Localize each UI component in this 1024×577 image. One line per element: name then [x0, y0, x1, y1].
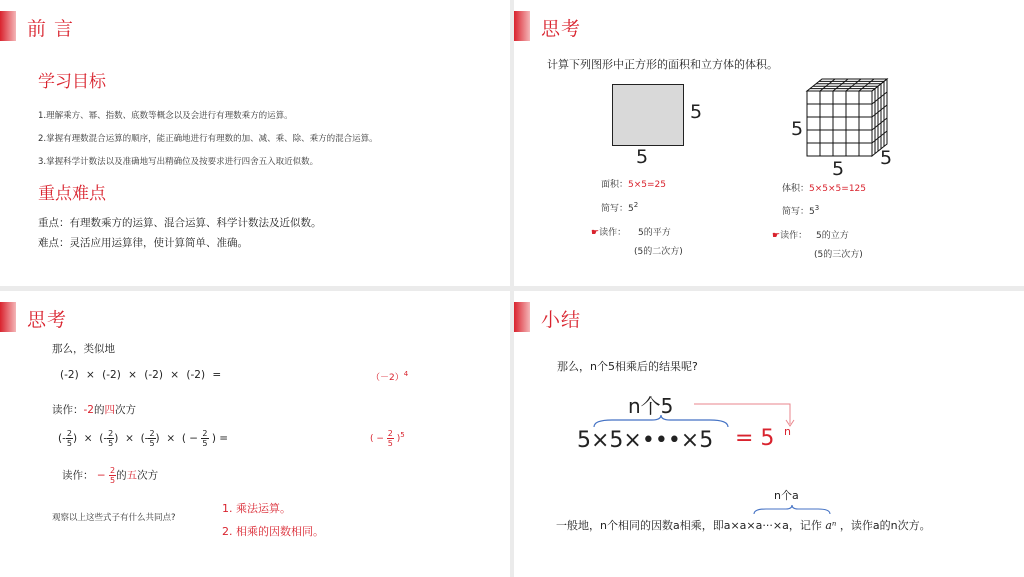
area-line: 面积：5×5=25	[601, 180, 667, 190]
key-heading: 重点难点	[38, 184, 106, 204]
brace-label: n个5	[628, 394, 674, 418]
goal-item-2: 2.掌握有理数混合运算的顺序，能正确地进行有理数的加、减、乘、除、乘方的混合运算。	[38, 134, 378, 144]
intro-text: 计算下列图形中正方形的面积和立方体的体积。	[547, 58, 778, 71]
volume-read-line: ☛读作：	[772, 231, 808, 241]
slide-title: 小结	[541, 309, 582, 331]
bottom-brace	[752, 503, 832, 516]
volume-read-1: 5的立方	[816, 231, 849, 241]
cube-right-label: 5	[880, 147, 893, 169]
goal-item-3: 3.掌握科学计数法以及准确地写出精确位及按要求进行四舍五入取近似数。	[38, 157, 319, 167]
slide-title: 思考	[27, 309, 68, 331]
area-read-line: ☛读作：	[591, 228, 627, 238]
difficulty: 难点：灵活应用运算律，使计算简单、准确。	[38, 237, 248, 249]
area-read-1: 5的平方	[638, 228, 671, 238]
expression-2: (- $\frac{2}{5}$ ) × (- $\frac{2}{5}$ ) × (- $\frac{2}{5}$ ) × ( − $\frac{2}{5}$ ) =	[58, 429, 229, 448]
result-value: = 5	[735, 426, 775, 451]
cube-figure	[804, 78, 890, 158]
intro-text: 那么，类似地	[52, 343, 115, 355]
area-read-2: (5的二次方)	[634, 247, 683, 257]
brace-label-a: n个a	[774, 489, 799, 502]
title-accent-bar	[0, 302, 16, 332]
cube-bottom-label: 5	[832, 158, 845, 180]
read-2: 读作： − $\frac{2}{5}$ 的五次方	[62, 466, 159, 485]
slide-summary[interactable]	[514, 291, 1024, 577]
answer-point-2: 2. 相乘的因数相同。	[222, 525, 324, 538]
square-figure	[612, 84, 684, 146]
goal-item-1: 1.理解乘方、幂、指数、底数等概念以及会进行有理数乘方的运算。	[38, 111, 293, 121]
answer-2: ( − $\frac{2}{5}$ )$^5$	[370, 429, 405, 448]
slide-preface[interactable]	[0, 0, 510, 286]
slide-title: 思考	[541, 18, 582, 40]
volume-short-line: 简写：$5^3$	[782, 204, 820, 217]
answer-point-1: 1. 乘法运算。	[222, 502, 291, 515]
volume-read-2: (5的三次方)	[814, 250, 863, 260]
square-side-label: 5	[690, 101, 703, 123]
pointer-icon: ☛	[772, 231, 781, 241]
general-statement: 一般地，n个相同的因数a相乘，即a×a×a···×a，记作 aⁿ ，读作a的n次方。	[556, 519, 931, 532]
volume-line: 体积：5×5×5=125	[782, 184, 866, 194]
cube-left-label: 5	[791, 118, 804, 140]
question-text: 观察以上这些式子有什么共同点?	[52, 513, 176, 523]
expression-1: (-2) × (-2) × (-2) × (-2) =	[60, 369, 222, 381]
title-accent-bar	[514, 302, 530, 332]
slide-think-square-cube[interactable]	[514, 0, 1024, 286]
slide-title: 前 言	[27, 18, 75, 40]
result-exponent: n	[784, 425, 791, 438]
slide-think-negative[interactable]	[0, 291, 510, 577]
answer-1: $(-2)^4$	[371, 370, 409, 383]
product-expression: 5×5×•••×5	[577, 428, 714, 453]
pointer-icon: ☛	[591, 228, 600, 238]
key-point: 重点：有理数乘方的运算、混合运算、科学计数法及近似数。	[38, 217, 322, 229]
title-accent-bar	[514, 11, 530, 41]
square-bottom-label: 5	[636, 146, 649, 168]
title-accent-bar	[0, 11, 16, 41]
goals-heading: 学习目标	[38, 72, 106, 92]
area-short-line: 简写：$5^2$	[601, 201, 639, 214]
read-1: 读作：-2的四次方	[52, 404, 136, 416]
question-text: 那么，n个5相乘后的结果呢?	[557, 360, 698, 373]
